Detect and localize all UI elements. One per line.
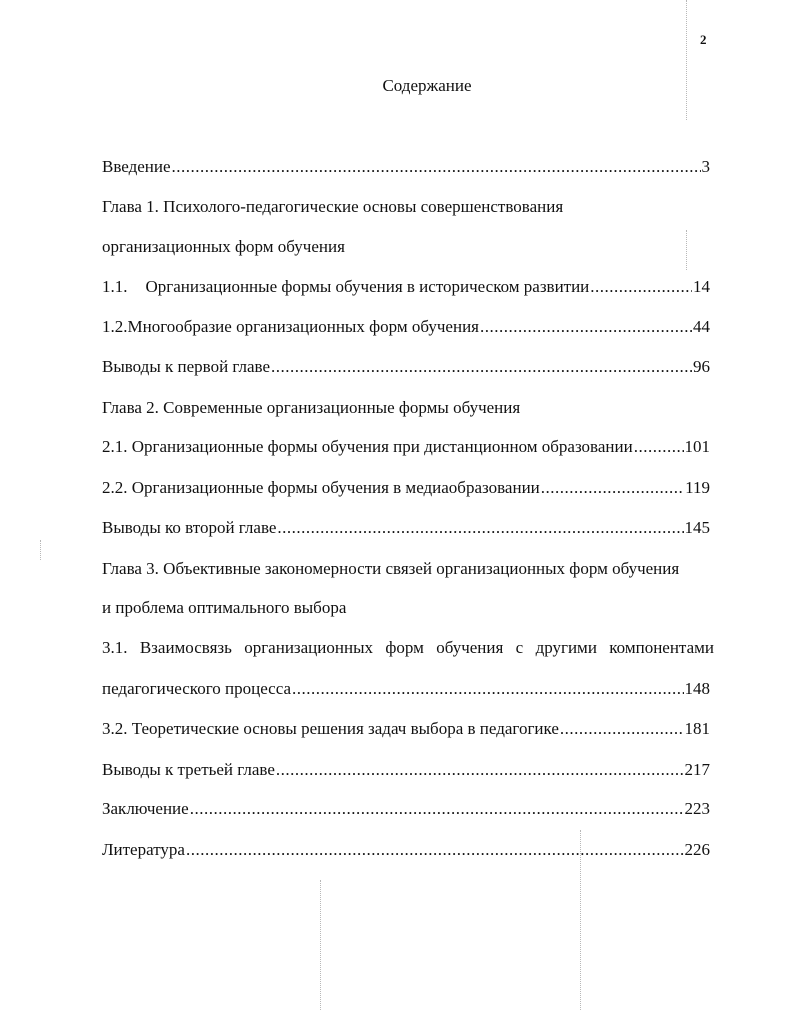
scan-artifact (686, 230, 687, 270)
toc-word: 3.1. (102, 638, 128, 657)
toc-entry-conclusions-2 (102, 517, 710, 539)
toc-entry-label: 2.2. Организационные формы обучения в медиаобразовании (102, 478, 540, 497)
toc-entry-label: Выводы к третьей главе (102, 760, 275, 779)
scan-artifact (40, 540, 41, 560)
toc-entry-page: 101 (684, 437, 710, 456)
toc-entry-page: 44 (693, 317, 710, 336)
toc-entry-label: 1.2.Многообразие организационных форм обучения (102, 317, 479, 336)
leader-dots (590, 276, 692, 298)
toc-entry-conclusions-3 (102, 759, 710, 781)
toc-entry-conclusions-1 (102, 356, 710, 378)
leader-dots (271, 356, 692, 378)
toc-entry-section-3-1 (102, 678, 710, 700)
toc-entry-label: Литература (102, 840, 185, 859)
chapter-3-title-line-2: и проблема оптимального выбора (102, 598, 347, 617)
toc-entry-conclusion (102, 798, 710, 820)
toc-entry-number: 1.1. (102, 277, 128, 296)
toc-entry-page: 96 (693, 357, 710, 376)
toc-entry-label: Заключение (102, 799, 189, 818)
toc-entry-section-3-1-line-1 (102, 637, 714, 659)
leader-dots (292, 678, 683, 700)
leader-dots (190, 798, 684, 820)
toc-entry-label: Выводы ко второй главе (102, 518, 277, 537)
toc-entry-label: 2.1. Организационные формы обучения при дистанционном образовании (102, 437, 633, 456)
toc-entry-page: 119 (685, 478, 710, 497)
toc-entry-section-1-1 (102, 276, 710, 298)
toc-word: Взаимосвязь (139, 638, 232, 657)
chapter-2-title: Глава 2. Современные организационные формы обучения (102, 398, 521, 417)
toc-entry-label: Введение (102, 157, 171, 176)
leader-dots (560, 718, 684, 740)
chapter-1-title-line-2: организационных форм обучения (102, 237, 345, 256)
toc-entry-page: 145 (684, 518, 710, 537)
scan-artifact (580, 830, 581, 1010)
chapter-1-title-line-1: Глава 1. Психолого-педагогические основы совершенствования (102, 197, 564, 216)
toc-entry-page: 223 (684, 799, 710, 818)
toc-entry-page: 148 (684, 679, 710, 698)
toc-entry-section-2-2 (102, 477, 710, 499)
toc-entry-label: Организационные формы обучения в историческом развитии (145, 277, 590, 296)
leader-dots (186, 839, 684, 861)
chapter-3-title-line-1: Глава 3. Объективные закономерности связей организационных форм обучения (102, 559, 680, 578)
scan-artifact (686, 0, 687, 120)
page-title: Содержание (382, 76, 472, 95)
page-number: 2 (700, 32, 707, 47)
toc-entry-section-2-1 (102, 436, 710, 458)
leader-dots (277, 517, 683, 539)
leader-dots (634, 436, 684, 458)
leader-dots (480, 316, 692, 338)
toc-word: форм (385, 638, 424, 657)
toc-word: обучения (436, 638, 504, 657)
toc-word: с (515, 638, 524, 657)
toc-entry-section-3-2 (102, 718, 710, 740)
toc-word: другими (535, 638, 597, 657)
scan-artifact (320, 880, 321, 1010)
toc-entry-page: 226 (684, 840, 710, 859)
toc-entry-page: 14 (693, 277, 710, 296)
toc-word: организационных (244, 638, 373, 657)
toc-entry-page: 181 (684, 719, 710, 738)
toc-entry-section-1-2 (102, 316, 710, 338)
toc-entry-page: 217 (684, 760, 710, 779)
leader-dots (172, 156, 701, 178)
leader-dots (541, 477, 684, 499)
toc-entry-label: 3.2. Теоретические основы решения задач выбора в педагогике (102, 719, 559, 738)
toc-entry-label: Выводы к первой главе (102, 357, 271, 376)
toc-entry-page: 3 (701, 157, 710, 176)
toc-entry-label: педагогического процесса (102, 679, 292, 698)
leader-dots (276, 759, 684, 781)
toc-entry-intro (102, 156, 710, 178)
toc-word: компонентами (609, 638, 714, 657)
toc-entry-literature (102, 839, 710, 861)
